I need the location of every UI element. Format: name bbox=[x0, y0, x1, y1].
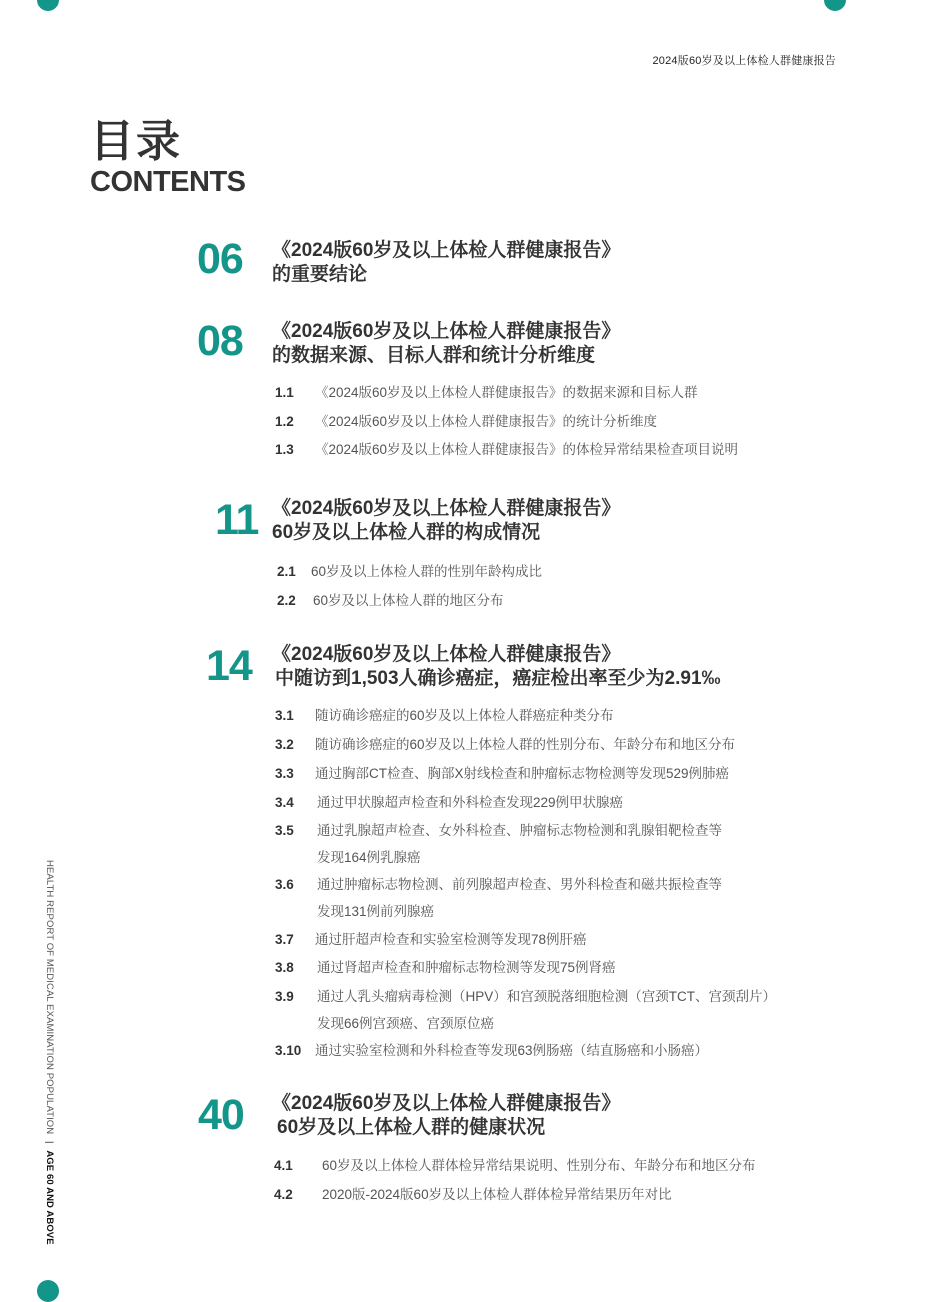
section-title bbox=[272, 239, 620, 287]
side-vertical-text bbox=[44, 860, 55, 1245]
toc-title-en: CONTENTS bbox=[90, 166, 246, 198]
item-text bbox=[317, 954, 616, 981]
item-text-line: 《2024版60岁及以上体检人群健康报告》的统计分析维度 bbox=[315, 414, 658, 429]
item-number: 3.9 bbox=[275, 989, 294, 1004]
section-number: 08 bbox=[197, 317, 243, 365]
item-text bbox=[315, 1037, 708, 1064]
section-number: 14 bbox=[206, 642, 252, 690]
item-text bbox=[317, 817, 722, 871]
section-title-line: 《2024版60岁及以上体检人群健康报告》 bbox=[272, 240, 621, 261]
item-text-line: 随访确诊癌症的60岁及以上体检人群癌症种类分布 bbox=[315, 708, 614, 723]
item-text-line: 通过人乳头瘤病毒检测（HPV）和宫颈脱落细胞检测（宫颈TCT、宫颈刮片） bbox=[317, 989, 776, 1004]
side-text-separator: | bbox=[44, 1141, 55, 1144]
item-number: 2.1 bbox=[277, 564, 296, 579]
item-number: 4.2 bbox=[274, 1187, 293, 1202]
item-text bbox=[315, 702, 614, 729]
section-title-line: 《2024版60岁及以上体检人群健康报告》 bbox=[272, 644, 621, 665]
section-title bbox=[272, 1092, 620, 1140]
item-text bbox=[315, 731, 735, 758]
item-text-line: 通过胸部CT检查、胸部X射线检查和肿瘤标志物检测等发现529例肺癌 bbox=[315, 766, 730, 781]
section-title bbox=[272, 320, 620, 368]
section-number: 40 bbox=[198, 1091, 244, 1139]
section-title-line: 60岁及以上体检人群的构成情况 bbox=[272, 522, 541, 543]
section-title bbox=[272, 497, 620, 545]
item-number: 1.2 bbox=[275, 414, 294, 429]
item-number: 1.3 bbox=[275, 442, 294, 457]
item-text-line: 通过乳腺超声检查、女外科检查、肿瘤标志物检测和乳腺钼靶检查等 bbox=[317, 823, 722, 838]
section-title bbox=[272, 643, 721, 691]
section-number: 06 bbox=[197, 235, 243, 283]
section-number: 11 bbox=[215, 496, 259, 544]
item-number: 3.4 bbox=[275, 795, 294, 810]
item-text-line: 60岁及以上体检人群的性别年龄构成比 bbox=[311, 564, 543, 579]
item-text-line: 通过肿瘤标志物检测、前列腺超声检查、男外科检查和磁共振检查等 bbox=[317, 877, 722, 892]
item-number: 3.3 bbox=[275, 766, 294, 781]
item-text-line: 通过甲状腺超声检查和外科检查发现229例甲状腺癌 bbox=[317, 795, 624, 810]
item-number: 3.2 bbox=[275, 737, 294, 752]
item-text bbox=[315, 408, 657, 435]
item-number: 3.7 bbox=[275, 932, 294, 947]
item-number: 2.2 bbox=[277, 593, 296, 608]
item-text-line: 通过肝超声检查和实验室检测等发现78例肝癌 bbox=[315, 932, 587, 947]
item-text bbox=[315, 926, 587, 953]
toc-title-cn: 目录 bbox=[90, 117, 182, 166]
item-text-line: 发现131例前列腺癌 bbox=[317, 904, 435, 919]
item-number: 3.8 bbox=[275, 960, 294, 975]
item-text bbox=[315, 760, 729, 787]
item-text bbox=[313, 587, 504, 614]
item-text bbox=[322, 1181, 672, 1208]
item-number: 1.1 bbox=[275, 385, 294, 400]
corner-dot-bottom-left bbox=[37, 1280, 59, 1302]
item-number: 4.1 bbox=[274, 1158, 293, 1173]
item-text-line: 通过肾超声检查和肿瘤标志物检测等发现75例肾癌 bbox=[317, 960, 616, 975]
item-text bbox=[317, 871, 722, 925]
item-text-line: 《2024版60岁及以上体检人群健康报告》的体检异常结果检查项目说明 bbox=[315, 442, 739, 457]
item-text-line: 《2024版60岁及以上体检人群健康报告》的数据来源和目标人群 bbox=[315, 385, 698, 400]
section-title-line: 中随访到1,503人确诊癌症，癌症检出率至少为2.91‰ bbox=[275, 668, 721, 689]
item-number: 3.10 bbox=[275, 1043, 302, 1058]
item-text-line: 2020版-2024版60岁及以上体检人群体检异常结果历年对比 bbox=[322, 1187, 672, 1202]
section-title-line: 《2024版60岁及以上体检人群健康报告》 bbox=[272, 321, 621, 342]
item-text-line: 发现164例乳腺癌 bbox=[317, 850, 421, 865]
item-text-line: 60岁及以上体检人群体检异常结果说明、性别分布、年龄分布和地区分布 bbox=[322, 1158, 756, 1173]
corner-dot-top-right bbox=[824, 0, 846, 11]
item-text-line: 通过实验室检测和外科检查等发现63例肠癌（结直肠癌和小肠癌） bbox=[315, 1043, 709, 1058]
section-title-line: 的数据来源、目标人群和统计分析维度 bbox=[272, 345, 596, 366]
item-text bbox=[317, 983, 776, 1037]
item-text-line: 60岁及以上体检人群的地区分布 bbox=[313, 593, 504, 608]
side-text-main: HEALTH REPORT OF MEDICAL EXAMINATION POPULATION bbox=[44, 860, 55, 1135]
item-number: 3.6 bbox=[275, 877, 294, 892]
side-text-bold: AGE 60 AND ABOVE bbox=[44, 1150, 55, 1245]
section-title-line: 60岁及以上体检人群的健康状况 bbox=[277, 1117, 546, 1138]
item-number: 3.1 bbox=[275, 708, 294, 723]
section-title-line: 《2024版60岁及以上体检人群健康报告》 bbox=[272, 1093, 621, 1114]
item-text bbox=[311, 558, 542, 585]
item-text-line: 随访确诊癌症的60岁及以上体检人群的性别分布、年龄分布和地区分布 bbox=[315, 737, 736, 752]
item-text bbox=[322, 1152, 756, 1179]
item-number: 3.5 bbox=[275, 823, 294, 838]
section-title-line: 《2024版60岁及以上体检人群健康报告》 bbox=[272, 498, 621, 519]
item-text-line: 发现66例宫颈癌、宫颈原位癌 bbox=[317, 1016, 495, 1031]
item-text bbox=[315, 436, 738, 463]
header-title: 2024版60岁及以上体检人群健康报告 bbox=[652, 55, 836, 67]
item-text bbox=[315, 379, 698, 406]
item-text bbox=[317, 789, 623, 816]
corner-dot-top-left bbox=[37, 0, 59, 11]
section-title-line: 的重要结论 bbox=[272, 264, 368, 285]
